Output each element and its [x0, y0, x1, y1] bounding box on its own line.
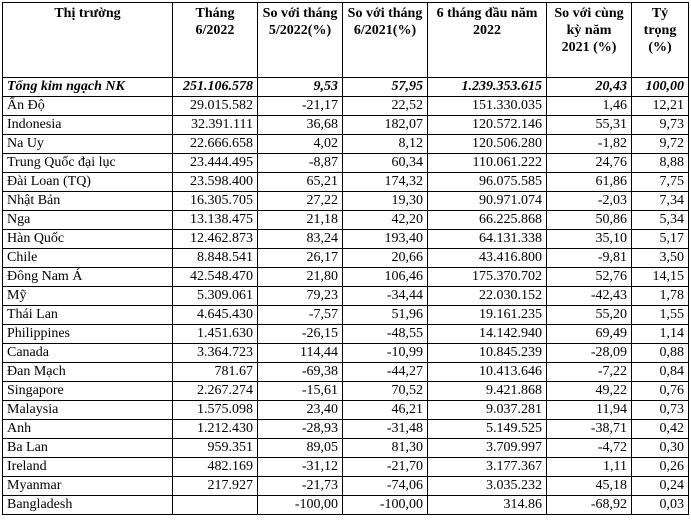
- cell-june-2022: 3.364.723: [173, 344, 258, 363]
- cell-vs-june-2021: 42,20: [343, 211, 428, 230]
- cell-vs-june-2021: 182,07: [343, 116, 428, 135]
- cell-vs-may-2022: 114,44: [258, 344, 343, 363]
- cell-vs-same-period-2021: 69,49: [547, 325, 632, 344]
- cell-market-name: Đài Loan (TQ): [3, 173, 173, 192]
- cell-market-name: Malaysia: [3, 401, 173, 420]
- cell-vs-same-period-2021: -38,71: [547, 420, 632, 439]
- table-row: [3, 420, 689, 439]
- cell-six-months-2022: 5.149.525: [428, 420, 547, 439]
- cell-six-months-2022: 3.709.997: [428, 439, 547, 458]
- cell-six-months-2022: 3.035.232: [428, 477, 547, 496]
- cell-vs-may-2022: 21,18: [258, 211, 343, 230]
- cell-market-name: Chile: [3, 249, 173, 268]
- cell-market-name: Nga: [3, 211, 173, 230]
- cell-six-months-2022: 9.037.281: [428, 401, 547, 420]
- table-row: [3, 268, 689, 287]
- cell-vs-may-2022: 79,23: [258, 287, 343, 306]
- total-share: 100,00: [632, 78, 689, 97]
- cell-market-name: Singapore: [3, 382, 173, 401]
- header-vs-may-2022: So với tháng 5/2022(%): [258, 3, 343, 78]
- cell-vs-june-2021: 174,32: [343, 173, 428, 192]
- cell-june-2022: 29.015.582: [173, 97, 258, 116]
- cell-june-2022: 1.212.430: [173, 420, 258, 439]
- cell-june-2022: 32.391.111: [173, 116, 258, 135]
- cell-share: 0,03: [632, 496, 689, 515]
- cell-vs-june-2021: 19,30: [343, 192, 428, 211]
- cell-market-name: Nhật Bản: [3, 192, 173, 211]
- cell-vs-may-2022: 21,80: [258, 268, 343, 287]
- cell-vs-same-period-2021: 61,86: [547, 173, 632, 192]
- cell-six-months-2022: 43.416.800: [428, 249, 547, 268]
- table-row: [3, 496, 689, 515]
- table-row: [3, 477, 689, 496]
- cell-market-name: Trung Quốc đại lục: [3, 154, 173, 173]
- cell-june-2022: 12.462.873: [173, 230, 258, 249]
- cell-vs-june-2021: -100,00: [343, 496, 428, 515]
- cell-share: 9,73: [632, 116, 689, 135]
- cell-market-name: Ireland: [3, 458, 173, 477]
- cell-vs-same-period-2021: -7,22: [547, 363, 632, 382]
- cell-june-2022: 23.598.400: [173, 173, 258, 192]
- cell-june-2022: 22.666.658: [173, 135, 258, 154]
- cell-vs-same-period-2021: 45,18: [547, 477, 632, 496]
- cell-six-months-2022: 14.142.940: [428, 325, 547, 344]
- cell-vs-june-2021: 60,34: [343, 154, 428, 173]
- cell-vs-june-2021: -74,06: [343, 477, 428, 496]
- cell-market-name: Ấn Độ: [3, 97, 173, 116]
- cell-june-2022: 4.645.430: [173, 306, 258, 325]
- cell-market-name: Ba Lan: [3, 439, 173, 458]
- table-row: [3, 382, 689, 401]
- cell-vs-may-2022: -28,93: [258, 420, 343, 439]
- cell-market-name: Anh: [3, 420, 173, 439]
- cell-market-name: Na Uy: [3, 135, 173, 154]
- cell-vs-may-2022: 83,24: [258, 230, 343, 249]
- cell-vs-same-period-2021: -2,03: [547, 192, 632, 211]
- cell-vs-same-period-2021: 35,10: [547, 230, 632, 249]
- table-row: [3, 173, 689, 192]
- cell-vs-same-period-2021: -4,72: [547, 439, 632, 458]
- cell-vs-may-2022: 89,05: [258, 439, 343, 458]
- cell-vs-same-period-2021: -68,92: [547, 496, 632, 515]
- cell-share: 7,75: [632, 173, 689, 192]
- cell-vs-june-2021: -21,70: [343, 458, 428, 477]
- table-row: [3, 135, 689, 154]
- cell-vs-same-period-2021: 1,46: [547, 97, 632, 116]
- cell-market-name: Đông Nam Á: [3, 268, 173, 287]
- cell-vs-may-2022: 36,68: [258, 116, 343, 135]
- cell-vs-june-2021: 22,52: [343, 97, 428, 116]
- cell-vs-june-2021: 70,52: [343, 382, 428, 401]
- cell-june-2022: 217.927: [173, 477, 258, 496]
- cell-vs-may-2022: -8,87: [258, 154, 343, 173]
- table-row: [3, 154, 689, 173]
- cell-vs-may-2022: 27,22: [258, 192, 343, 211]
- cell-vs-june-2021: 8,12: [343, 135, 428, 154]
- cell-share: 3,50: [632, 249, 689, 268]
- total-row: [3, 78, 689, 97]
- cell-share: 12,21: [632, 97, 689, 116]
- cell-vs-june-2021: 193,40: [343, 230, 428, 249]
- cell-vs-june-2021: -48,55: [343, 325, 428, 344]
- cell-share: 7,34: [632, 192, 689, 211]
- cell-vs-may-2022: 23,40: [258, 401, 343, 420]
- table-row: [3, 306, 689, 325]
- cell-vs-june-2021: -10,99: [343, 344, 428, 363]
- cell-vs-same-period-2021: 49,22: [547, 382, 632, 401]
- cell-june-2022: 2.267.274: [173, 382, 258, 401]
- cell-share: 0,24: [632, 477, 689, 496]
- cell-market-name: Canada: [3, 344, 173, 363]
- header-row: [3, 3, 689, 78]
- cell-vs-may-2022: -7,57: [258, 306, 343, 325]
- cell-vs-june-2021: -31,48: [343, 420, 428, 439]
- cell-vs-same-period-2021: 1,11: [547, 458, 632, 477]
- cell-share: 0,26: [632, 458, 689, 477]
- cell-six-months-2022: 10.413.646: [428, 363, 547, 382]
- header-six-months-2022: 6 tháng đầu năm 2022: [428, 3, 547, 78]
- cell-market-name: Hàn Quốc: [3, 230, 173, 249]
- cell-market-name: Mỹ: [3, 287, 173, 306]
- cell-vs-may-2022: -26,15: [258, 325, 343, 344]
- cell-june-2022: 781.67: [173, 363, 258, 382]
- cell-vs-may-2022: -31,12: [258, 458, 343, 477]
- total-vs-may-2022: 9,53: [258, 78, 343, 97]
- cell-share: 0,88: [632, 344, 689, 363]
- cell-june-2022: 1.575.098: [173, 401, 258, 420]
- cell-vs-same-period-2021: 55,31: [547, 116, 632, 135]
- cell-six-months-2022: 120.572.146: [428, 116, 547, 135]
- cell-six-months-2022: 110.061.222: [428, 154, 547, 173]
- cell-market-name: Đan Mạch: [3, 363, 173, 382]
- cell-vs-same-period-2021: 11,94: [547, 401, 632, 420]
- cell-share: 0,76: [632, 382, 689, 401]
- cell-share: 5,34: [632, 211, 689, 230]
- table-row: [3, 211, 689, 230]
- header-vs-june-2021: So với tháng 6/2021(%): [343, 3, 428, 78]
- total-label: Tổng kim ngạch NK: [3, 78, 173, 97]
- cell-share: 9,72: [632, 135, 689, 154]
- total-six-months-2022: 1.239.353.615: [428, 78, 547, 97]
- cell-june-2022: 5.309.061: [173, 287, 258, 306]
- table-row: [3, 97, 689, 116]
- cell-vs-june-2021: 20,66: [343, 249, 428, 268]
- cell-market-name: Indonesia: [3, 116, 173, 135]
- cell-share: 8,88: [632, 154, 689, 173]
- table-row: [3, 249, 689, 268]
- cell-market-name: Philippines: [3, 325, 173, 344]
- table-row: [3, 230, 689, 249]
- cell-six-months-2022: 9.421.868: [428, 382, 547, 401]
- cell-vs-same-period-2021: -28,09: [547, 344, 632, 363]
- cell-vs-may-2022: 26,17: [258, 249, 343, 268]
- cell-six-months-2022: 3.177.367: [428, 458, 547, 477]
- cell-six-months-2022: 175.370.702: [428, 268, 547, 287]
- header-share: Tỷ trọng (%): [632, 3, 689, 78]
- cell-share: 1,14: [632, 325, 689, 344]
- cell-vs-may-2022: -21,17: [258, 97, 343, 116]
- table-row: [3, 287, 689, 306]
- cell-six-months-2022: 66.225.868: [428, 211, 547, 230]
- cell-vs-may-2022: -15,61: [258, 382, 343, 401]
- cell-june-2022: 959.351: [173, 439, 258, 458]
- cell-six-months-2022: 19.161.235: [428, 306, 547, 325]
- cell-six-months-2022: 151.330.035: [428, 97, 547, 116]
- table-row: [3, 325, 689, 344]
- cell-six-months-2022: 22.030.152: [428, 287, 547, 306]
- cell-vs-may-2022: -21,73: [258, 477, 343, 496]
- cell-share: 0,30: [632, 439, 689, 458]
- cell-june-2022: 42.548.470: [173, 268, 258, 287]
- cell-vs-same-period-2021: -1,82: [547, 135, 632, 154]
- cell-vs-same-period-2021: -42,43: [547, 287, 632, 306]
- cell-share: 14,15: [632, 268, 689, 287]
- table-row: [3, 439, 689, 458]
- table-row: [3, 458, 689, 477]
- total-vs-same-period-2021: 20,43: [547, 78, 632, 97]
- cell-vs-may-2022: 4,02: [258, 135, 343, 154]
- cell-vs-june-2021: 51,96: [343, 306, 428, 325]
- cell-vs-same-period-2021: 55,20: [547, 306, 632, 325]
- cell-share: 0,73: [632, 401, 689, 420]
- cell-june-2022: 8.848.541: [173, 249, 258, 268]
- cell-share: 1,78: [632, 287, 689, 306]
- cell-share: 1,55: [632, 306, 689, 325]
- cell-market-name: Myanmar: [3, 477, 173, 496]
- cell-june-2022: 13.138.475: [173, 211, 258, 230]
- cell-market-name: Bangladesh: [3, 496, 173, 515]
- total-vs-june-2021: 57,95: [343, 78, 428, 97]
- table-row: [3, 363, 689, 382]
- total-june-2022: 251.106.578: [173, 78, 258, 97]
- cell-vs-may-2022: 65,21: [258, 173, 343, 192]
- cell-june-2022: [173, 496, 258, 515]
- table-row: [3, 401, 689, 420]
- cell-vs-same-period-2021: 52,76: [547, 268, 632, 287]
- cell-six-months-2022: 120.506.280: [428, 135, 547, 154]
- cell-june-2022: 16.305.705: [173, 192, 258, 211]
- cell-june-2022: 23.444.495: [173, 154, 258, 173]
- cell-six-months-2022: 314.86: [428, 496, 547, 515]
- cell-vs-june-2021: -44,27: [343, 363, 428, 382]
- import-market-table: [2, 2, 689, 515]
- cell-vs-june-2021: 106,46: [343, 268, 428, 287]
- table-row: [3, 192, 689, 211]
- header-market: Thị trường: [3, 3, 173, 78]
- cell-vs-same-period-2021: -9,81: [547, 249, 632, 268]
- cell-share: 5,17: [632, 230, 689, 249]
- cell-june-2022: 1.451.630: [173, 325, 258, 344]
- cell-six-months-2022: 64.131.338: [428, 230, 547, 249]
- cell-vs-may-2022: -69,38: [258, 363, 343, 382]
- cell-six-months-2022: 10.845.239: [428, 344, 547, 363]
- header-june-2022: Tháng 6/2022: [173, 3, 258, 78]
- cell-vs-june-2021: -34,44: [343, 287, 428, 306]
- cell-six-months-2022: 90.971.074: [428, 192, 547, 211]
- cell-june-2022: 482.169: [173, 458, 258, 477]
- cell-vs-june-2021: 81,30: [343, 439, 428, 458]
- cell-vs-may-2022: -100,00: [258, 496, 343, 515]
- cell-vs-same-period-2021: 50,86: [547, 211, 632, 230]
- header-vs-same-period-2021: So với cùng kỳ năm 2021 (%): [547, 3, 632, 78]
- table-row: [3, 344, 689, 363]
- cell-vs-june-2021: 46,21: [343, 401, 428, 420]
- cell-six-months-2022: 96.075.585: [428, 173, 547, 192]
- cell-share: 0,42: [632, 420, 689, 439]
- cell-market-name: Thái Lan: [3, 306, 173, 325]
- table-row: [3, 116, 689, 135]
- cell-vs-same-period-2021: 24,76: [547, 154, 632, 173]
- cell-share: 0,84: [632, 363, 689, 382]
